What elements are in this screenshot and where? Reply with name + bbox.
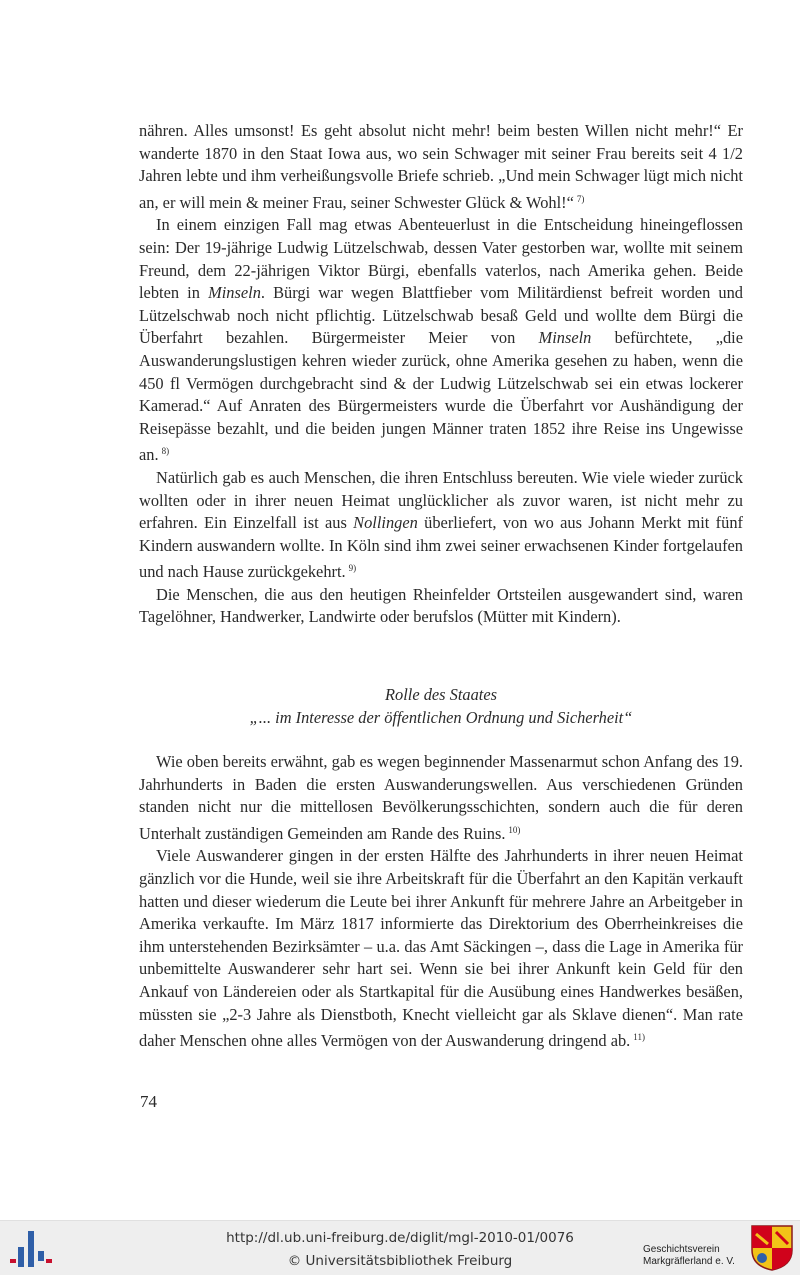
footnote-marker: 11) bbox=[633, 1032, 645, 1043]
body-paragraph: Die Menschen, die aus den heutigen Rheinfelder Ortsteilen ausgewandert sind, waren Tagelöhner, Handwerker, Landwirte oder berufslos (Mütter mit Kindern). bbox=[139, 584, 743, 627]
footer-copyright: © Universitätsbibliothek Freiburg bbox=[287, 1253, 513, 1269]
society-name bbox=[643, 1244, 735, 1268]
footer-bar bbox=[0, 1220, 800, 1275]
footnote-marker: 7) bbox=[576, 193, 585, 204]
section-heading bbox=[139, 684, 743, 729]
body-paragraph: nähren. Alles umsonst! Es geht absolut nicht mehr! beim besten Willen nicht mehr!“ Er wanderte 1870 in den Staat Iowa aus, wo sein Schwager mit seiner Frau bereits seit 4 1/2 Jahren lebte und ihm verheißungsvolle Briefe schrieb. „Und mein Schwager lügt mich nicht an, er will mein & meiner Frau, seiner Schwester Glück & Wohl!“ $^{7)}$ bbox=[139, 121, 743, 212]
footnote-marker: 10) bbox=[508, 824, 521, 835]
section-paragraph: Viele Auswanderer gingen in der ersten Hälfte des Jahrhunderts in ihrer neuen Heimat gänzlich vor die Hunde, weil sie ihre Arbeitskraft für die Überfahrt an den Kapitän verkauft hatten und dieser wiederum die Leute bei ihrer Ankunft für mehrere Jahre an Arbeitgeber in Amerika verkaufte. Im März 1817 informierte das Direktorium des Oberrheinkreises die ihm unterstehenden Bezirksämter – u.a. das Amt Säckingen –, dass die Lage in Amerika für unbemittelte Auswanderer sehr hart sei. Wenn sie bei ihrer Ankunft kein Geld für den Ankauf von Ländereien oder als Startkapital für die Ausübung eines Handwerkes besäßen, müssten sie „2-3 Jahre als Dienstboth, Knecht vielleicht gar als Sklave dienen“. Man rate daher Menschen ohne alles Vermögen von der Auswanderung dringend ab. $^{11)}$ bbox=[139, 846, 743, 1051]
section-body-text bbox=[139, 751, 743, 1053]
upper-body-text bbox=[139, 120, 743, 629]
footer-url-link[interactable]: http://dl.ub.uni-freiburg.de/diglit/mgl-2010-01/0076 bbox=[226, 1230, 574, 1246]
footnote-marker: 8) bbox=[161, 446, 170, 457]
section-title: Rolle des Staates bbox=[385, 685, 497, 704]
page-number: 74 bbox=[140, 1092, 157, 1111]
markgraeflerland-crest-icon bbox=[750, 1224, 794, 1272]
body-paragraph: In einem einzigen Fall mag etwas Abenteuerlust in die Entscheidung hineingeflossen sein: Der 19-jährige Ludwig Lützelschwab, dessen Vater gestorben war, wollte mit seinem Freund, dem 22-jährigen Viktor Bürgi, ebenfalls vaterlos, nach Amerika gehen. Beide lebten in Minseln. Bürgi war wegen Blattfieber vom Militärdienst befreit worden und Lützelschwab noch nicht pflichtig. Lützelschwab besaß Geld und wollte dem Bürgi die Überfahrt bezahlen. Bürgermeister Meier von Minseln befürchtete, „die Auswanderungslustigen kehren wieder zurück, ohne Amerika gesehen zu haben, wenn die 450 fl Vermögen durchgebracht sind & der Ludwig Lützelschwab sei ein etwas lockerer Kamerad.“ Auf Anraten des Bürgermeisters wurde die Überfahrt vor Aushändigung der Reisepässe bezahlt, und die beiden jungen Männer traten 1852 ihre Reise ins Ungewisse an. $^{8)}$ bbox=[139, 215, 743, 465]
footnote-marker: 9) bbox=[348, 563, 357, 574]
section-subtitle: „... im Interesse der öffentlichen Ordnung und Sicherheit“ bbox=[249, 707, 633, 727]
society-name-line1: Geschichtsverein bbox=[643, 1244, 720, 1255]
section-paragraph: Wie oben bereits erwähnt, gab es wegen beginnender Massenarmut schon Anfang des 19. Jahrhunderts in Baden die ersten Auswanderungswellen. Aus verschiedenen Gründen standen nicht nur die mittellosen Bevölkerungsschichten, sondern auch die für deren Unterhalt zuständigen Gemeinden am Rande des Ruins. $^{10)}$ bbox=[139, 752, 743, 843]
body-paragraph: Natürlich gab es auch Menschen, die ihren Entschluss bereuten. Wie viele wieder zurück wollten oder in ihrer neuen Heimat unglücklicher als zuvor waren, ist nicht mehr zu erfahren. Ein Einzelfall ist aus Nollingen überliefert, von wo aus Johann Merkt mit fünf Kindern auswandern wollte. In Köln sind ihm zwei seiner erwachsenen Kinder fortgelaufen und nach Hause zurückgekehrt. $^{9)}$ bbox=[139, 467, 743, 582]
society-name-line2: Markgräflerland e. V. bbox=[643, 1256, 735, 1267]
